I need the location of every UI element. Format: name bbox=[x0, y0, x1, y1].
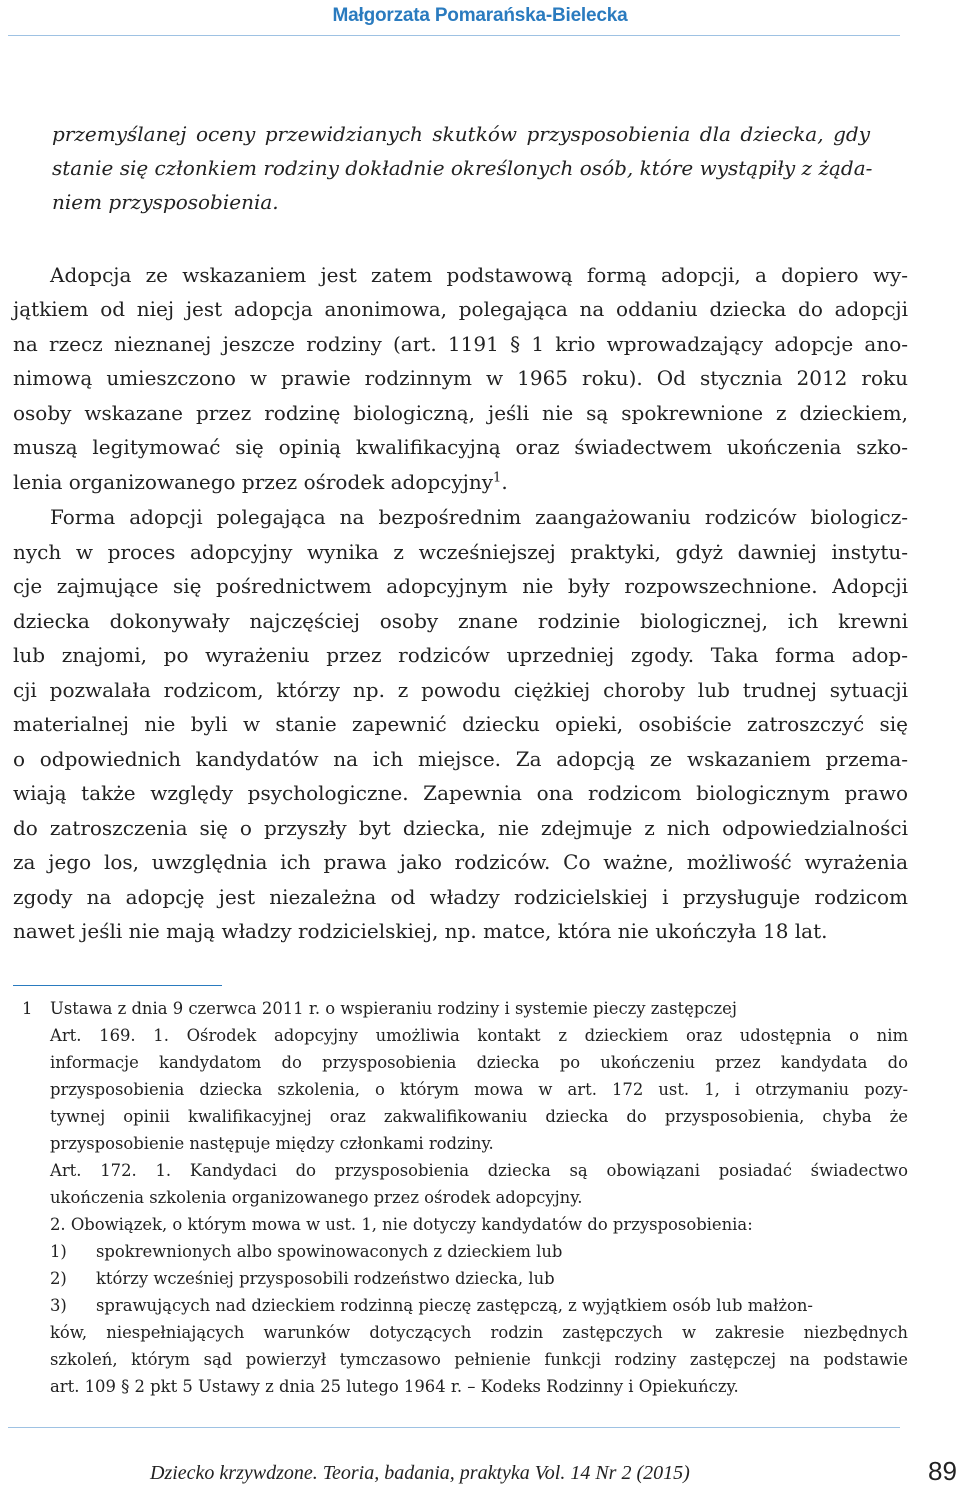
body-line: Forma adopcji polegająca na bezpośrednim zaangażowaniu rodziców biologicz- bbox=[50, 505, 908, 529]
body-line: nimową umieszczono w prawie rodzinnym w 1965 roku). Od stycznia 2012 roku bbox=[13, 366, 908, 390]
quote-line: stanie się członkiem rodziny dokładnie określonych osób, które wystąpiły z żąda- bbox=[52, 156, 873, 180]
body-line: na rzecz nieznanej jeszcze rodziny (art. 1191 § 1 krio wprowadzający adopcje ano- bbox=[13, 332, 908, 356]
footnote-line: Art. 172. 1. Kandydaci do przysposobienia dziecka są obowiązani posiadać świadectwo bbox=[50, 1161, 908, 1180]
body-line: cje zajmujące się pośrednictwem adopcyjnym nie były rozpowszechnione. Adopcji bbox=[13, 574, 908, 598]
body-line: wiają także względy psychologiczne. Zapewnia ona rodzicom biologicznym prawo bbox=[13, 781, 908, 805]
body-line: muszą legitymować się opinią kwalifikacyjną oraz świadectwem ukończenia szko- bbox=[13, 435, 908, 459]
body-line: materialnej nie byli w stanie zapewnić dziecku opieki, osobiście zatroszczyć się bbox=[13, 712, 908, 736]
footnote-line: przysposobienia dziecka szkolenia, o którym mowa w art. 172 ust. 1, i otrzymaniu pozy- bbox=[50, 1080, 908, 1099]
footer-journal-title: Dziecko krzywdzone. Teoria, badania, praktyka Vol. 14 Nr 2 (2015) bbox=[150, 1462, 690, 1484]
running-header-author: Małgorzata Pomarańska-Bielecka bbox=[332, 5, 628, 26]
footnote-list-item bbox=[50, 1242, 908, 1262]
footer-divider bbox=[8, 1427, 900, 1428]
header-divider bbox=[8, 35, 900, 36]
list-item-number: 3) bbox=[50, 1296, 67, 1315]
body-line: jątkiem od niej jest adopcja anonimowa, polegająca na oddaniu dziecka do adopcji bbox=[13, 297, 908, 321]
footnote-line: 2. Obowiązek, o którym mowa w ust. 1, nie dotyczy kandydatów do przysposobienia: bbox=[50, 1215, 753, 1234]
footnote-line: ków, niespełniających warunków dotyczących rodzin zastępczych w zakresie niezbędnych bbox=[50, 1323, 908, 1342]
list-item-text: sprawujących nad dzieckiem rodzinną pieczę zastępczą, z wyjątkiem osób lub małżon- bbox=[96, 1296, 813, 1315]
footnote-list-item bbox=[50, 1296, 908, 1316]
body-line-with-footnote: lenia organizowanego przez ośrodek adopcyjny$^1$. bbox=[13, 470, 508, 494]
body-line: Adopcja ze wskazaniem jest zatem podstawową formą adopcji, a dopiero wy- bbox=[50, 263, 908, 287]
body-line: za jego los, uwzględnia ich prawa jako rodziców. Co ważne, możliwość wyrażenia bbox=[13, 850, 908, 874]
footnote-line: Ustawa z dnia 9 czerwca 2011 r. o wspieraniu rodziny i systemie pieczy zastępczej bbox=[50, 999, 737, 1018]
footnote-number: 1 bbox=[22, 999, 33, 1018]
list-item-text: którzy wcześniej przysposobili rodzeństwo dziecka, lub bbox=[96, 1269, 555, 1288]
footnote-marker[interactable]: 1 bbox=[493, 470, 502, 486]
footnote-line: Art. 169. 1. Ośrodek adopcyjny umożliwia kontakt z dzieckiem oraz udostępnia o nim bbox=[50, 1026, 908, 1045]
body-line: do zatroszczenia się o przyszły byt dziecka, nie zdejmuje z nich odpowiedzialności bbox=[13, 816, 908, 840]
body-line: zgody na adopcję jest niezależna od władzy rodzicielskiej i przysługuje rodzicom bbox=[13, 885, 908, 909]
footnote-list-item bbox=[50, 1269, 908, 1289]
list-item-number: 2) bbox=[50, 1269, 67, 1288]
footnote-line: tywnej opinii kwalifikacyjnej oraz zakwalifikowaniu dziecka do przysposobienia, chyba że bbox=[50, 1107, 908, 1126]
list-item-text: spokrewnionych albo spowinowaconych z dzieckiem lub bbox=[96, 1242, 563, 1261]
footnote-line: informacje kandydatom do przysposobienia dziecka po ukończeniu przez kandydata do bbox=[50, 1053, 908, 1072]
footnote-divider bbox=[13, 985, 222, 986]
quote-line: przemyślanej oceny przewidzianych skutków przysposobienia dla dziecka, gdy bbox=[52, 122, 870, 146]
body-line: o odpowiednich kandydatów na ich miejsce. Za adopcją ze wskazaniem przema- bbox=[13, 747, 908, 771]
footnote-line: szkoleń, którym sąd powierzył tymczasowo pełnienie funkcji rodziny zastępczej na podstawie bbox=[50, 1350, 908, 1369]
body-line: osoby wskazane przez rodzinę biologiczną, jeśli nie są spokrewnione z dzieckiem, bbox=[13, 401, 908, 425]
body-line: cji pozwalała rodzicom, którzy np. z powodu ciężkiej choroby lub trudnej sytuacji bbox=[13, 678, 908, 702]
body-line: nawet jeśli nie mają władzy rodzicielskiej, np. matce, która nie ukończyła 18 lat. bbox=[13, 919, 828, 943]
body-line: dziecka dokonywały najczęściej osoby znane rodzinie biologicznej, ich krewni bbox=[13, 609, 908, 633]
footnote-line: przysposobienie następuje między członkami rodziny. bbox=[50, 1134, 494, 1153]
page-number: 89 bbox=[928, 1456, 957, 1486]
quote-line: niem przysposobienia. bbox=[52, 190, 279, 214]
body-line-text: lenia organizowanego przez ośrodek adopcyjny bbox=[13, 470, 494, 494]
footnote-line: ukończenia szkolenia organizowanego przez ośrodek adopcyjny. bbox=[50, 1188, 583, 1207]
footnote-line: art. 109 § 2 pkt 5 Ustawy z dnia 25 lutego 1964 r. – Kodeks Rodzinny i Opiekuńczy. bbox=[50, 1377, 739, 1396]
body-line: nych w proces adopcyjny wynika z wcześniejszej praktyki, gdyż dawniej instytu- bbox=[13, 540, 908, 564]
body-line: lub znajomi, po wyrażeniu przez rodziców uprzedniej zgody. Taka forma adop- bbox=[13, 643, 908, 667]
list-item-number: 1) bbox=[50, 1242, 67, 1261]
